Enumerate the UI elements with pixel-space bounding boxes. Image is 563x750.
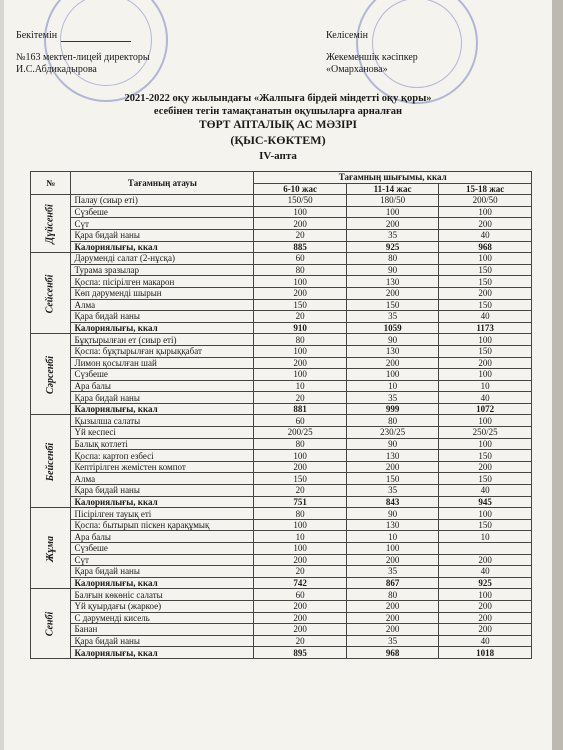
- portion-value: 20: [254, 566, 346, 578]
- title-season: (ҚЫС-КӨКТЕМ): [230, 133, 326, 147]
- portion-value: 90: [346, 438, 439, 450]
- portion-value: 10: [439, 380, 532, 392]
- portion-value: 180/50: [346, 195, 439, 207]
- portion-value: 100: [254, 543, 346, 555]
- portion-value: 130: [346, 519, 439, 531]
- dish-name: Қара бидай наны: [71, 485, 254, 497]
- calorie-value: 1173: [439, 322, 532, 334]
- table-row: [31, 485, 532, 497]
- calorie-row: [31, 496, 532, 508]
- dish-name: Сүзбеше: [71, 206, 254, 218]
- table-row: [31, 438, 532, 450]
- agree-role: Жекеменшік кәсіпкер: [326, 52, 418, 63]
- portion-value: 40: [439, 566, 532, 578]
- dish-name: Сүт: [71, 554, 254, 566]
- portion-value: 10: [346, 531, 439, 543]
- table-row: [31, 345, 532, 357]
- portion-value: 200: [346, 461, 439, 473]
- calorie-value: 867: [346, 577, 439, 589]
- age-11-14-header: 11-14 жас: [346, 183, 439, 195]
- portion-value: 10: [254, 531, 346, 543]
- table-row: [31, 531, 532, 543]
- portion-value: 20: [254, 635, 346, 647]
- day-name: Жұма: [44, 535, 56, 562]
- portion-value: 100: [346, 206, 439, 218]
- portion-value: 200: [439, 600, 532, 612]
- table-row: [31, 357, 532, 369]
- table-row: [31, 519, 532, 531]
- portion-value: 230/25: [346, 427, 439, 439]
- portion-value: 10: [439, 531, 532, 543]
- table-row: [31, 461, 532, 473]
- calorie-label: Калориялығы, ккал: [71, 241, 254, 253]
- portion-value: 35: [346, 392, 439, 404]
- portion-value: 200: [439, 287, 532, 299]
- portion-value: 100: [439, 253, 532, 265]
- portion-value: 100: [254, 450, 346, 462]
- portion-value: 150: [439, 345, 532, 357]
- page-edge: [552, 0, 563, 750]
- dish-name: Турама зразылар: [71, 264, 254, 276]
- table-row: [31, 206, 532, 218]
- portion-value: 80: [346, 589, 439, 601]
- dish-name: Үй кеспесі: [71, 427, 254, 439]
- table-row: [31, 253, 532, 265]
- dish-name: Қоспа: бұқтырылған қырыққабат: [71, 345, 254, 357]
- day-name: Сейсенбі: [44, 274, 56, 314]
- dish-name: Қоспа: картоп езбесі: [71, 450, 254, 462]
- portion-value: 200: [439, 461, 532, 473]
- portion-value: 100: [439, 206, 532, 218]
- portion-value: 60: [254, 589, 346, 601]
- portion-value: 100: [254, 206, 346, 218]
- portion-value: 250/25: [439, 427, 532, 439]
- portion-value: 35: [346, 566, 439, 578]
- portion-value: 150: [254, 299, 346, 311]
- portion-value: 100: [254, 519, 346, 531]
- day-name: Сенбі: [44, 611, 56, 637]
- portion-value: 150: [439, 473, 532, 485]
- age-15-18-header: 15-18 жас: [439, 183, 532, 195]
- portion-value: 200: [346, 357, 439, 369]
- calorie-value: 925: [346, 241, 439, 253]
- day-name: Бейсенбі: [44, 442, 56, 482]
- dish-name: Қара бидай наны: [71, 392, 254, 404]
- portion-value: 150: [254, 473, 346, 485]
- day-name: Сәрсенбі: [44, 355, 56, 394]
- portion-value: 150: [439, 519, 532, 531]
- portion-value: 20: [254, 392, 346, 404]
- dish-name: Палау (сиыр еті): [71, 195, 254, 207]
- portion-value: 80: [254, 508, 346, 520]
- agree-label: Келісемін: [326, 30, 368, 41]
- portion-value: 20: [254, 485, 346, 497]
- table-row: [31, 427, 532, 439]
- col-yield-header: Тағамның шығымы, ккал: [254, 172, 532, 184]
- table-row: [31, 635, 532, 647]
- approve-role: №163 мектеп-лицей директоры: [16, 52, 150, 63]
- portion-value: 90: [346, 334, 439, 346]
- dish-name: С дәрумендi кисель: [71, 612, 254, 624]
- portion-value: 200: [439, 357, 532, 369]
- portion-value: 100: [439, 415, 532, 427]
- title-line-3: ТӨРТ АПТАЛЫҚ АС МӘЗІРІ: [198, 119, 358, 131]
- portion-value: 80: [254, 334, 346, 346]
- portion-value: 150: [439, 450, 532, 462]
- portion-value: 40: [439, 229, 532, 241]
- menu-body: [31, 195, 532, 659]
- table-row: [31, 287, 532, 299]
- table-row: [31, 276, 532, 288]
- dish-name: Пісірілген тауық еті: [71, 508, 254, 520]
- portion-value: 200: [254, 612, 346, 624]
- portion-value: 150: [439, 264, 532, 276]
- calorie-value: 1018: [439, 647, 532, 659]
- portion-value: 200: [254, 554, 346, 566]
- week-label: IV-апта: [259, 150, 297, 162]
- table-row: [31, 380, 532, 392]
- day-cell: [31, 415, 71, 508]
- dish-name: Ара балы: [71, 531, 254, 543]
- calorie-row: [31, 647, 532, 659]
- portion-value: 200: [254, 461, 346, 473]
- portion-value: 90: [346, 508, 439, 520]
- portion-value: 200: [346, 218, 439, 230]
- day-cell: [31, 334, 71, 415]
- approve-block: [16, 30, 150, 76]
- portion-value: 40: [439, 635, 532, 647]
- calorie-value: 910: [254, 322, 346, 334]
- portion-value: 20: [254, 311, 346, 323]
- dish-name: Балық котлеті: [71, 438, 254, 450]
- portion-value: 35: [346, 229, 439, 241]
- table-row: [31, 473, 532, 485]
- portion-value: 200: [346, 600, 439, 612]
- table-row: [31, 450, 532, 462]
- portion-value: 200: [346, 612, 439, 624]
- dish-name: Қара бидай наны: [71, 566, 254, 578]
- portion-value: 200: [439, 612, 532, 624]
- dish-name: Ара балы: [71, 380, 254, 392]
- portion-value: 130: [346, 345, 439, 357]
- dish-name: Кептірілген жемістен компот: [71, 461, 254, 473]
- calorie-value: 999: [346, 403, 439, 415]
- dish-name: Лимон қосылған шай: [71, 357, 254, 369]
- portion-value: 80: [346, 415, 439, 427]
- portion-value: 200: [254, 600, 346, 612]
- portion-value: 200: [439, 218, 532, 230]
- calorie-value: 751: [254, 496, 346, 508]
- dish-name: Қоспа: бытырып піскен қарақұмық: [71, 519, 254, 531]
- portion-value: 130: [346, 276, 439, 288]
- age-6-10-header: 6-10 жас: [254, 183, 346, 195]
- portion-value: 60: [254, 253, 346, 265]
- portion-value: 100: [439, 334, 532, 346]
- table-row: [31, 554, 532, 566]
- calorie-value: 968: [439, 241, 532, 253]
- calorie-label: Калориялығы, ккал: [71, 496, 254, 508]
- agree-name: «Омарханова»: [326, 64, 388, 75]
- portion-value: 80: [346, 253, 439, 265]
- col-no-header: №: [31, 172, 71, 195]
- table-row: [31, 369, 532, 381]
- portion-value: 200: [346, 624, 439, 636]
- portion-value: 150: [439, 276, 532, 288]
- portion-value: 200: [254, 624, 346, 636]
- calorie-value: 968: [346, 647, 439, 659]
- table-row: [31, 624, 532, 636]
- portion-value: 100: [439, 508, 532, 520]
- calorie-row: [31, 241, 532, 253]
- calorie-row: [31, 577, 532, 589]
- portion-value: 100: [439, 438, 532, 450]
- agree-block: [326, 30, 418, 76]
- dish-name: Көп дәрумендi шырын: [71, 287, 254, 299]
- portion-value: 130: [346, 450, 439, 462]
- table-row: [31, 299, 532, 311]
- portion-value: 100: [346, 369, 439, 381]
- dish-name: Бұқтырылған ет (сиыр еті): [71, 334, 254, 346]
- portion-value: 60: [254, 415, 346, 427]
- day-cell: [31, 589, 71, 659]
- calorie-label: Калориялығы, ккал: [71, 322, 254, 334]
- portion-value: 150: [439, 299, 532, 311]
- title-line-2: есебінен тегін тамақтанатын оқушыларға арналған: [153, 106, 403, 117]
- table-row: [31, 508, 532, 520]
- table-row: [31, 612, 532, 624]
- portion-value: 35: [346, 311, 439, 323]
- menu-table: [30, 171, 532, 659]
- portion-value: 200/50: [439, 195, 532, 207]
- dish-name: Дәрумендi салат (2-нұсқа): [71, 253, 254, 265]
- table-row: [31, 334, 532, 346]
- title-line-1: 2021-2022 оқу жылындағы «Жалпыға бірдей міндетті оқу қоры»: [124, 93, 432, 104]
- col-dish-header: Тағамның атауы: [71, 172, 254, 195]
- portion-value: 200: [439, 554, 532, 566]
- portion-value: 35: [346, 635, 439, 647]
- dish-name: Қара бидай наны: [71, 311, 254, 323]
- dish-name: Сүзбеше: [71, 369, 254, 381]
- calorie-value: 1059: [346, 322, 439, 334]
- portion-value: 200: [254, 218, 346, 230]
- calorie-value: 925: [439, 577, 532, 589]
- portion-value: [439, 543, 532, 555]
- portion-value: 80: [254, 264, 346, 276]
- calorie-label: Калориялығы, ккал: [71, 403, 254, 415]
- portion-value: 40: [439, 485, 532, 497]
- dish-name: Қара бидай наны: [71, 229, 254, 241]
- portion-value: 100: [439, 369, 532, 381]
- approve-label: Бекітемін: [16, 30, 58, 41]
- calorie-value: 1072: [439, 403, 532, 415]
- portion-value: 10: [346, 380, 439, 392]
- calorie-value: 742: [254, 577, 346, 589]
- table-row: [31, 543, 532, 555]
- dish-name: Қоспа: пісірілген макарон: [71, 276, 254, 288]
- dish-name: Банан: [71, 624, 254, 636]
- calorie-row: [31, 403, 532, 415]
- day-cell: [31, 195, 71, 253]
- table-row: [31, 589, 532, 601]
- table-row: [31, 229, 532, 241]
- portion-value: 200: [254, 287, 346, 299]
- portion-value: 200/25: [254, 427, 346, 439]
- calorie-value: 881: [254, 403, 346, 415]
- portion-value: 100: [439, 589, 532, 601]
- calorie-value: 895: [254, 647, 346, 659]
- portion-value: 20: [254, 229, 346, 241]
- portion-value: 80: [254, 438, 346, 450]
- portion-value: 150: [346, 473, 439, 485]
- portion-value: 100: [346, 543, 439, 555]
- calorie-value: 843: [346, 496, 439, 508]
- approve-name: И.С.Абдикадырова: [16, 64, 97, 75]
- portion-value: 200: [254, 357, 346, 369]
- table-row: [31, 311, 532, 323]
- portion-value: 10: [254, 380, 346, 392]
- portion-value: 35: [346, 485, 439, 497]
- dish-name: Үй қуырдағы (жаркое): [71, 600, 254, 612]
- portion-value: 200: [346, 287, 439, 299]
- table-row: [31, 218, 532, 230]
- table-row: [31, 264, 532, 276]
- portion-value: 40: [439, 311, 532, 323]
- day-cell: [31, 253, 71, 334]
- portion-value: 150/50: [254, 195, 346, 207]
- portion-value: 200: [346, 554, 439, 566]
- calorie-label: Калориялығы, ккал: [71, 647, 254, 659]
- table-row: [31, 600, 532, 612]
- portion-value: 100: [254, 369, 346, 381]
- calorie-label: Калориялығы, ккал: [71, 577, 254, 589]
- table-row: [31, 392, 532, 404]
- dish-name: Алма: [71, 299, 254, 311]
- table-row: [31, 415, 532, 427]
- calorie-row: [31, 322, 532, 334]
- table-row: [31, 195, 532, 207]
- dish-name: Балғын көкөніс салаты: [71, 589, 254, 601]
- dish-name: Қызылша салаты: [71, 415, 254, 427]
- day-cell: [31, 508, 71, 589]
- portion-value: 100: [254, 345, 346, 357]
- dish-name: Сүт: [71, 218, 254, 230]
- dish-name: Қара бидай наны: [71, 635, 254, 647]
- calorie-value: 945: [439, 496, 532, 508]
- dish-name: Сүзбеше: [71, 543, 254, 555]
- portion-value: 90: [346, 264, 439, 276]
- portion-value: 100: [254, 276, 346, 288]
- portion-value: 150: [346, 299, 439, 311]
- table-row: [31, 566, 532, 578]
- dish-name: Алма: [71, 473, 254, 485]
- portion-value: 200: [439, 624, 532, 636]
- portion-value: 40: [439, 392, 532, 404]
- day-name: Дүйсенбі: [44, 204, 56, 244]
- calorie-value: 885: [254, 241, 346, 253]
